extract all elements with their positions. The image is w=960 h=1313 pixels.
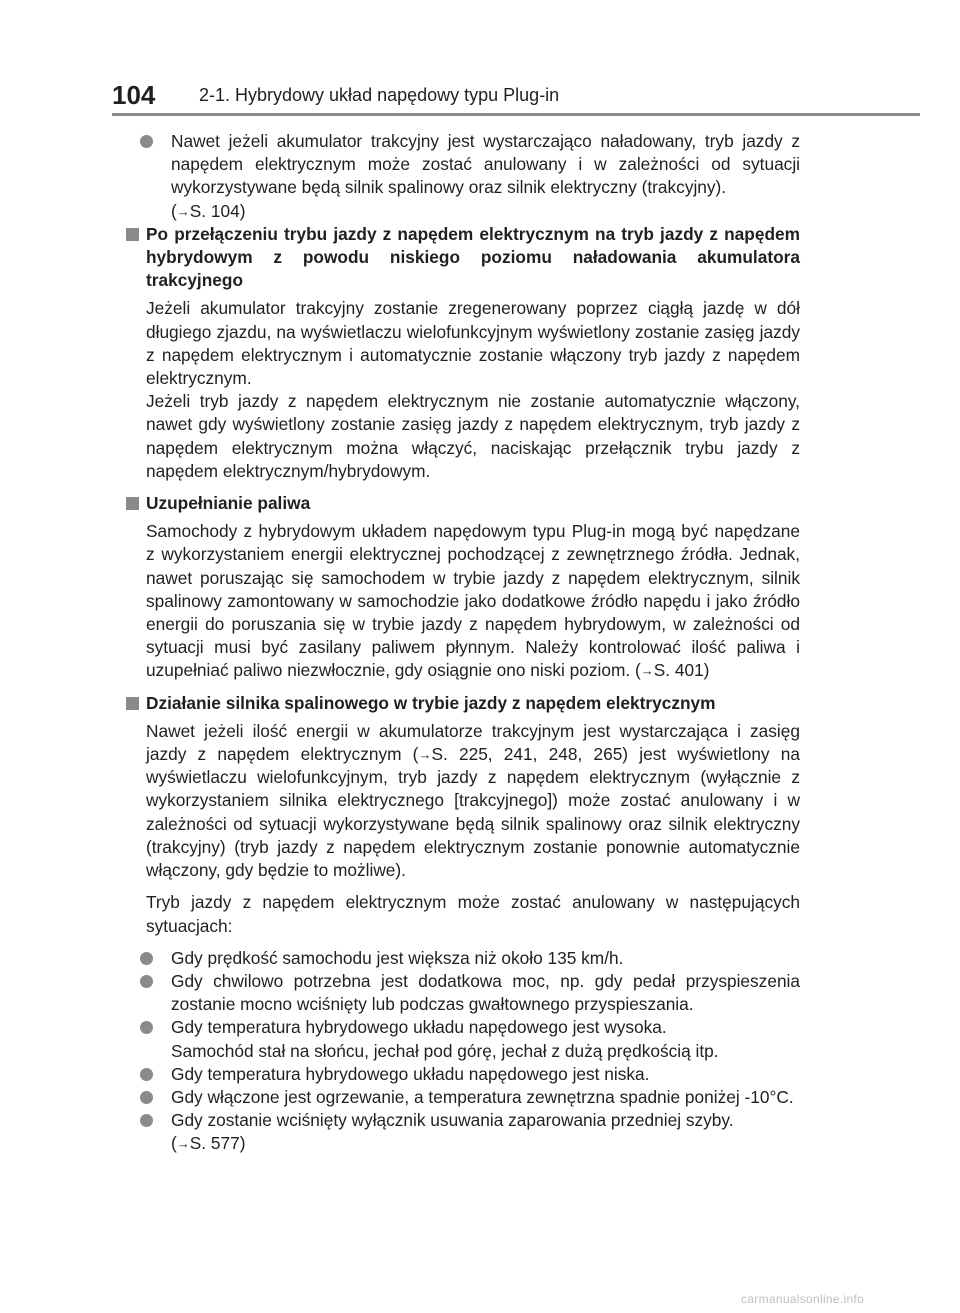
arrow-right-icon: → bbox=[640, 663, 654, 679]
bullet-dot-icon bbox=[140, 1068, 153, 1081]
section3-paragraph-2: Tryb jazdy z napędem elektrycznym może zostać anulowany w następujących sytuacjach: bbox=[146, 892, 800, 936]
page-header bbox=[112, 78, 920, 112]
bullet-dot-icon bbox=[140, 952, 153, 965]
section-heading-refuel: Uzupełnianie paliwa bbox=[126, 492, 800, 515]
header-rule bbox=[112, 113, 920, 116]
page-reference-link[interactable]: S. 104) bbox=[189, 200, 246, 221]
section3-paragraph-1: Nawet jeżeli ilość energii w akumulatorze trakcyjnym jest wystarczająca i zasięg jazdy z napędem elektrycznym (→S. 225, 241, 248, 265) jest wyświetlony na wyświetlaczu wielofunkcyjnym, tryb jazdy z napędem elektrycznym (wyłącznie z wykorzystaniem silnika elektrycznego [trakcyjnego]) może zostać anulowany i w zależności od sytuacji wykorzystywane będą silnik spalinowy oraz silnik elektryczny (trakcyjny) (tryb jazdy z napędem elektrycznym zostanie ponownie automatycznie włączony, gdy będzie to możliwe). bbox=[146, 720, 800, 881]
arrow-right-icon: → bbox=[176, 203, 190, 219]
bullet-dot-icon bbox=[140, 975, 153, 988]
section2-paragraph: Samochody z hybrydowym układem napędowym typu Plug-in mogą być napędzane z wykorzystaniem energii elektrycznej pochodzącej z zewnętrznego źródła. Jednak, nawet poruszając się samochodem w trybie jazdy z napędem elektrycznym, silnik spalinowy zamontowany w samochodzie jako dodatkowe źródło napędu i jako źródło energii do poruszania się w trybie jazdy z napędem hybrydowym, w zależności od sytuacji musi być zasilany paliwem płynnym. Należy kontrolować ilość paliwa i uzupełniać paliwo niezwłocznie, gdy osiągnie ono niski poziom. (→S. 401) bbox=[146, 521, 800, 681]
intro-bullet: Nawet jeżeli akumulator trakcyjny jest wystarczająco naładowany, tryb jazdy z napędem elektrycznym może zostać anulowany i w zależności od sytuacji wykorzystywane będą silnik spalinowy oraz silnik elektryczny (trakcyjny). (→S. 104) bbox=[126, 130, 800, 223]
chapter-title: 2-1. Hybrydowy układ napędowy typu Plug-in bbox=[199, 85, 560, 105]
section1-paragraph-2: Jeżeli tryb jazdy z napędem elektrycznym nie zostanie automatycznie włączony, nawet gdy wyświetlony zostanie zasięg jazdy z napędem elektrycznym, tryb jazdy z napędem elektrycznym można włączyć, naciskając przełącznik trybu jazdy z napędem elektrycznym/hybrydowym. bbox=[146, 391, 800, 481]
section-square-icon bbox=[126, 697, 139, 710]
section-square-icon bbox=[126, 228, 139, 241]
section1-paragraph-1: Jeżeli akumulator trakcyjny zostanie zregenerowany poprzez ciągłą jazdę w dół długiego zjazdu, na wyświetlaczu wielofunkcyjnym wyświetlony zostanie zasięg jazdy z napędem elektrycznym i automatycznie zostanie włączony tryb jazdy z napędem elektrycznym. bbox=[146, 298, 800, 389]
page-reference-link[interactable]: S. 577) bbox=[189, 1133, 246, 1154]
list-item: Gdy włączone jest ogrzewanie, a temperatura zewnętrzna spadnie poniżej -10°C. bbox=[126, 1086, 800, 1109]
section-heading-engine-operation: Działanie silnika spalinowego w trybie jazdy z napędem elektrycznym bbox=[126, 692, 800, 715]
list-item-note: Samochód stał na słońcu, jechał pod górę, jechał z dużą prędkością itp. bbox=[171, 1040, 719, 1061]
bullet-dot-icon bbox=[140, 135, 153, 148]
list-item: Gdy chwilowo potrzebna jest dodatkowa moc, np. gdy pedał przyspieszenia zostanie mocno wciśnięty lub podczas gwałtownego przyspieszania. bbox=[126, 970, 800, 1016]
list-item: Gdy zostanie wciśnięty wyłącznik usuwania zaparowania przedniej szyby. (→S. 577) bbox=[126, 1109, 800, 1155]
watermark: carmanualsonline.info bbox=[741, 1292, 865, 1306]
page-reference-link[interactable]: S. 401) bbox=[653, 660, 710, 681]
intro-bullet-text: Nawet jeżeli akumulator trakcyjny jest wystarczająco naładowany, tryb jazdy z napędem elektrycznym może zostać anulowany i w zależności od sytuacji wykorzystywane będą silnik spalinowy oraz silnik elektryczny (trakcyjny). bbox=[171, 131, 800, 198]
arrow-right-icon: → bbox=[418, 747, 432, 763]
arrow-right-icon: → bbox=[176, 1136, 190, 1152]
section-square-icon bbox=[126, 497, 139, 510]
page-number: 104 bbox=[112, 80, 156, 110]
bullet-dot-icon bbox=[140, 1114, 153, 1127]
page-reference-link[interactable]: S. 225, 241, 248, 265) bbox=[431, 744, 629, 765]
section-heading-mode-switch: Po przełączeniu trybu jazdy z napędem elektrycznym na tryb jazdy z napędem hybrydowym z powodu niskiego poziomu naładowania akumulatora trakcyjnego bbox=[126, 223, 800, 293]
list-item: Gdy temperatura hybrydowego układu napędowego jest niska. bbox=[126, 1063, 800, 1086]
page-content bbox=[126, 130, 800, 1156]
list-item: Gdy temperatura hybrydowego układu napędowego jest wysoka. Samochód stał na słońcu, jechał pod górę, jechał z dużą prędkością itp. bbox=[126, 1016, 800, 1062]
bullet-dot-icon bbox=[140, 1091, 153, 1104]
bullet-dot-icon bbox=[140, 1021, 153, 1034]
list-item: Gdy prędkość samochodu jest większa niż około 135 km/h. bbox=[126, 947, 800, 970]
